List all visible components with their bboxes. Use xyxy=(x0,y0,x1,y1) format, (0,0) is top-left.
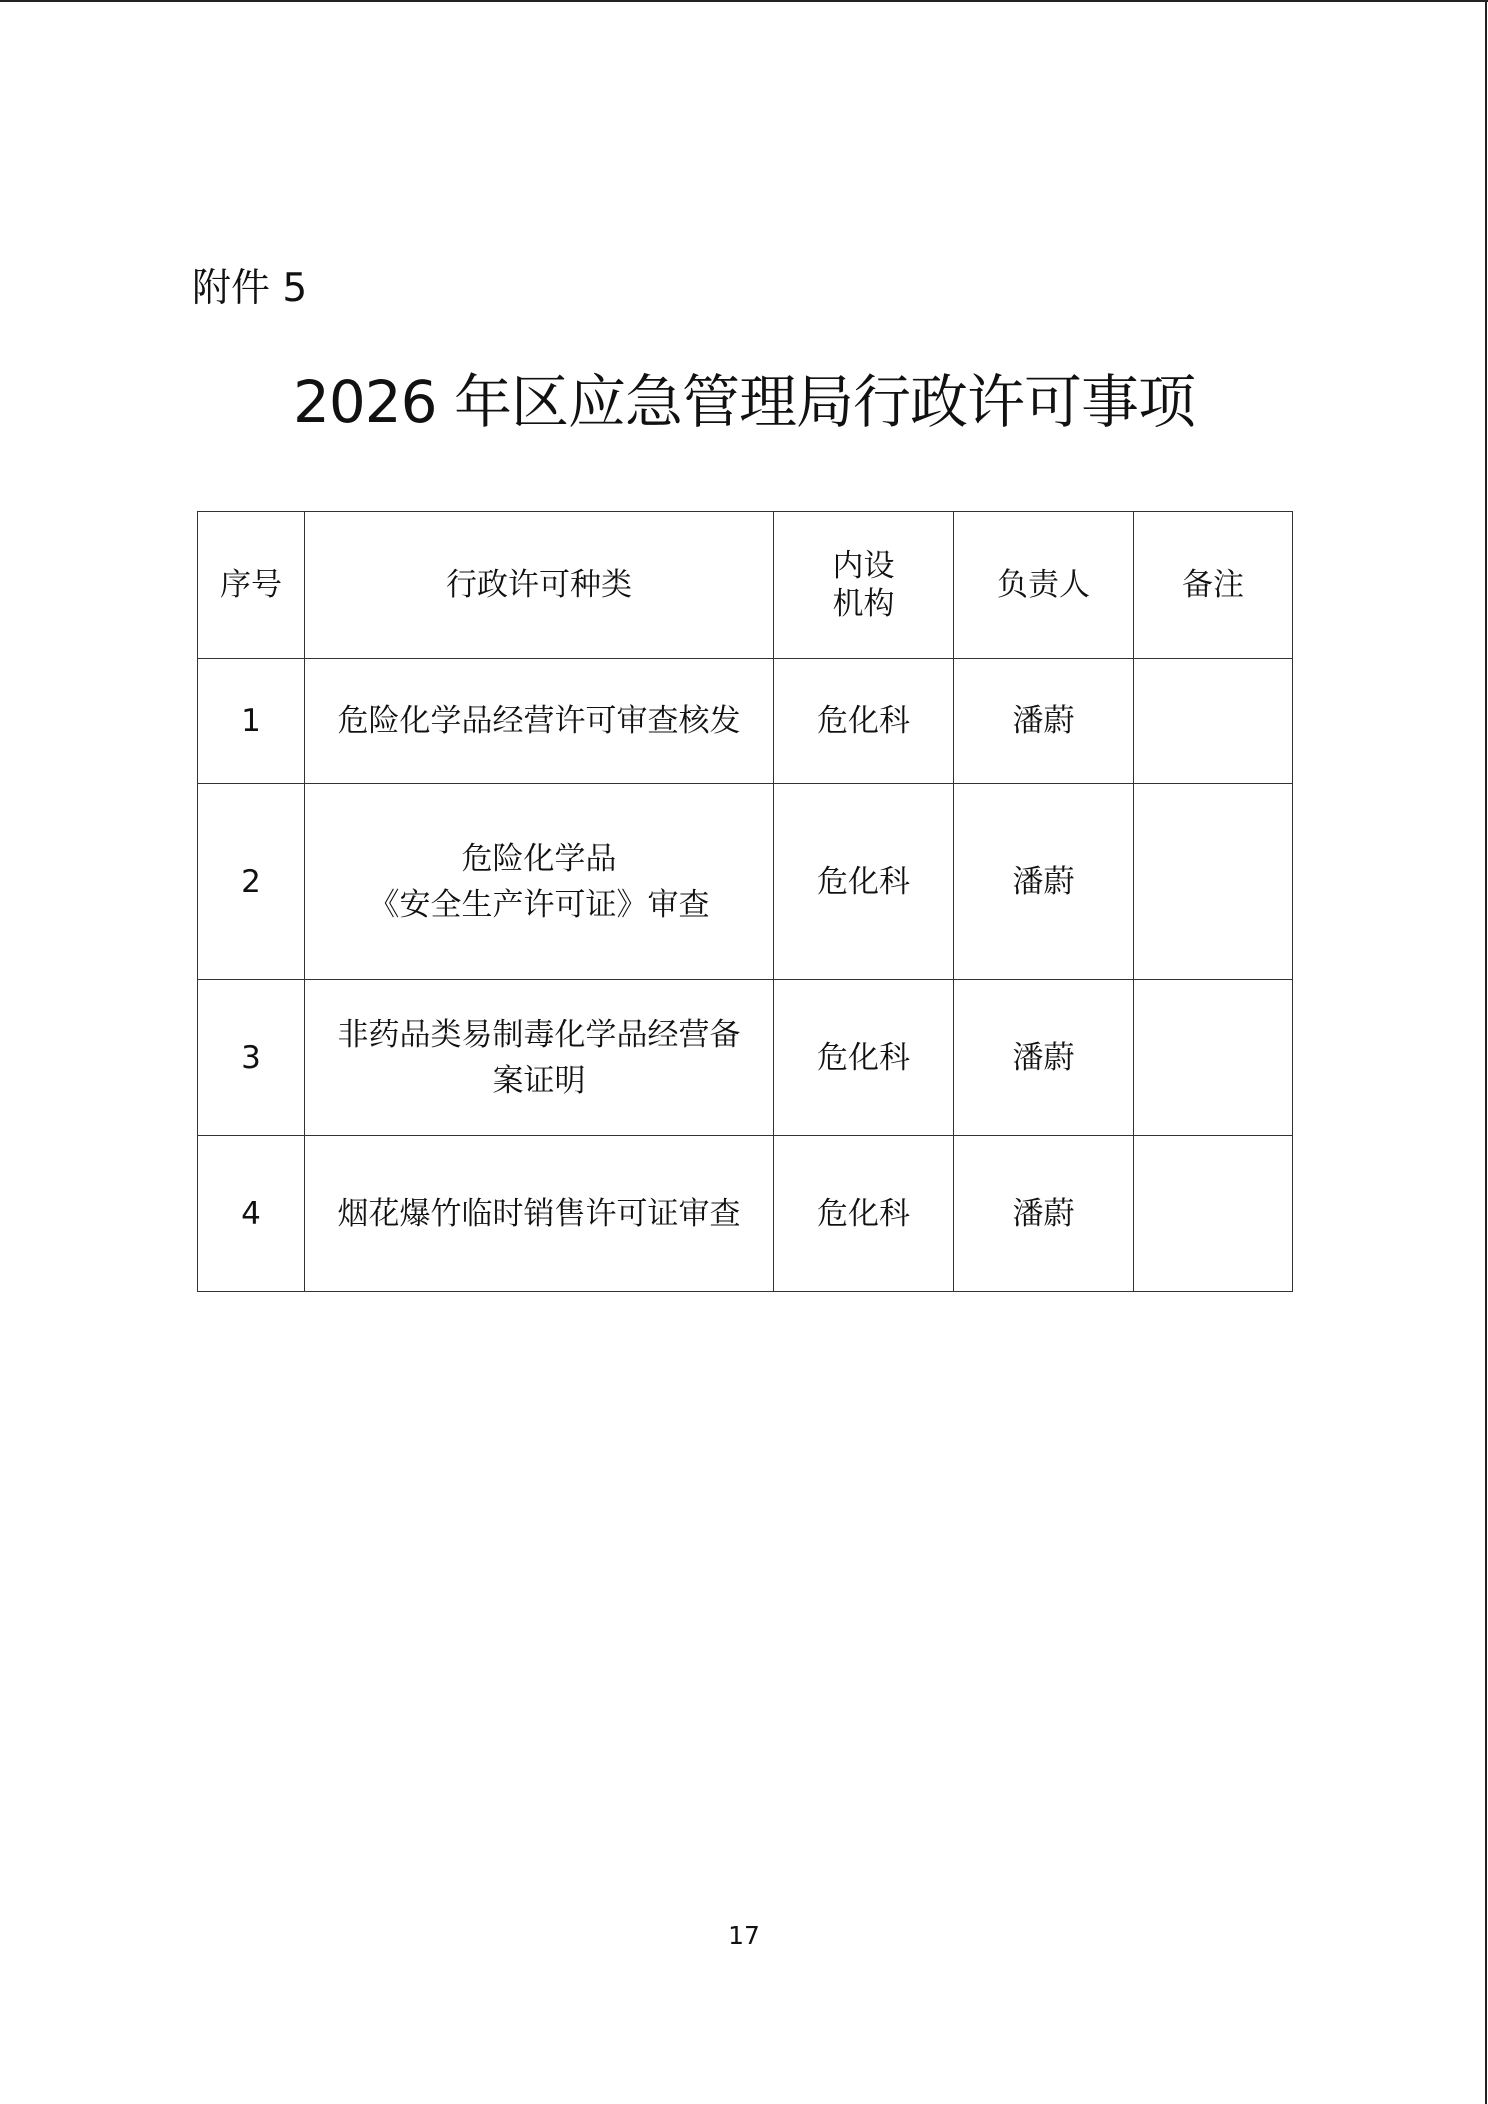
document-title: 2026 年区应急管理局行政许可事项 xyxy=(292,368,1196,436)
cell-seq: 1 xyxy=(198,659,305,784)
table-row xyxy=(198,980,1293,1136)
cell-category-line1: 烟花爆竹临时销售许可证审查 xyxy=(337,1195,741,1232)
cell-category xyxy=(305,784,774,980)
attachment-label: 附件 5 xyxy=(192,266,308,311)
header-department-line2: 机构 xyxy=(832,586,895,622)
cell-category xyxy=(305,1136,774,1292)
header-category: 行政许可种类 xyxy=(305,512,774,659)
cell-category-line2: 《安全生产许可证》审查 xyxy=(368,886,710,923)
cell-category-line2: 案证明 xyxy=(492,1062,586,1099)
cell-seq: 2 xyxy=(198,784,305,980)
cell-department: 危化科 xyxy=(774,1136,954,1292)
cell-category xyxy=(305,980,774,1136)
cell-category-line1: 非药品类易制毒化学品经营备 xyxy=(337,1016,741,1053)
header-seq: 序号 xyxy=(198,512,305,659)
cell-department: 危化科 xyxy=(774,980,954,1136)
cell-remarks xyxy=(1134,1136,1293,1292)
cell-category-line1: 危险化学品 xyxy=(461,840,617,877)
cell-owner: 潘蔚 xyxy=(954,1136,1134,1292)
cell-remarks xyxy=(1134,784,1293,980)
header-owner: 负责人 xyxy=(954,512,1134,659)
cell-seq: 4 xyxy=(198,1136,305,1292)
table-header-row xyxy=(198,512,1293,659)
cell-owner: 潘蔚 xyxy=(954,784,1134,980)
header-department xyxy=(774,512,954,659)
permit-table xyxy=(197,511,1293,1292)
cell-category-line1: 危险化学品经营许可审查核发 xyxy=(337,703,741,739)
cell-category xyxy=(305,659,774,784)
page-number: 17 xyxy=(728,1921,760,1950)
header-department-line1: 内设 xyxy=(832,548,895,584)
cell-department: 危化科 xyxy=(774,784,954,980)
table-row xyxy=(198,659,1293,784)
table-row xyxy=(198,1136,1293,1292)
cell-seq: 3 xyxy=(198,980,305,1136)
cell-department: 危化科 xyxy=(774,659,954,784)
page-border-top xyxy=(0,0,1488,2)
page-border-right xyxy=(1485,0,1487,2104)
cell-remarks xyxy=(1134,659,1293,784)
cell-owner: 潘蔚 xyxy=(954,980,1134,1136)
header-remarks: 备注 xyxy=(1134,512,1293,659)
cell-owner: 潘蔚 xyxy=(954,659,1134,784)
table-row xyxy=(198,784,1293,980)
cell-remarks xyxy=(1134,980,1293,1136)
